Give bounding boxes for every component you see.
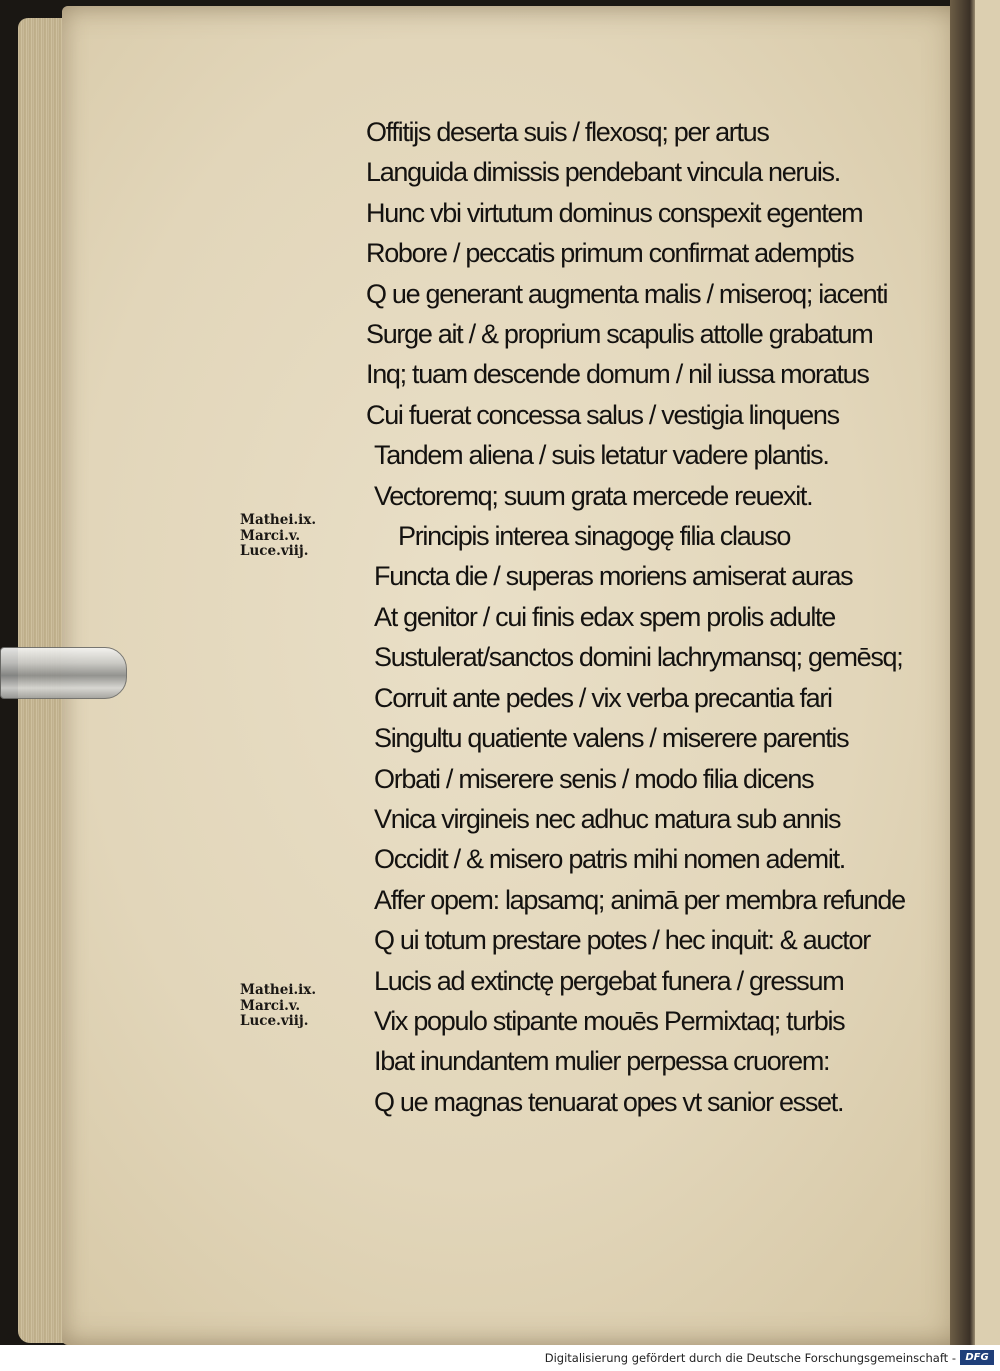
margin-note-line: Mathei.ix.	[240, 512, 317, 528]
margin-note-reference	[240, 983, 316, 1030]
verse-line: Singultu quatiente valens / miserere parentis	[374, 723, 849, 754]
facing-page-edge	[975, 0, 1000, 1345]
verse-line: Lucis ad extinctę pergebat funera / gressum	[374, 965, 844, 996]
verse-line: Cui fuerat concessa salus / vestigia linquens	[366, 399, 839, 430]
verse-line: Vix populo stipante mouēs Permixtaq; turbis	[374, 1005, 845, 1036]
verse-line: Tandem aliena / suis letatur vadere plantis.	[374, 440, 829, 471]
verse-line: Hunc vbi virtutum dominus conspexit egentem	[366, 197, 863, 228]
footer-credit: Digitalisierung gefördert durch die Deutsche Forschungsgemeinschaft -	[544, 1351, 956, 1365]
margin-note-line: Luce.viij.	[240, 1013, 309, 1029]
verse-line: Robore / peccatis primum confirmat ademptis	[366, 238, 854, 269]
verse-line: Affer opem: lapsamq; animā per membra refunde	[374, 884, 905, 915]
verse-line-paragraph-start: Principis interea sinagogę filia clauso	[398, 521, 791, 552]
margin-note-line: Marci.v.	[240, 997, 301, 1014]
verse-line: Q ue generant augmenta malis / miseroq; iacenti	[366, 278, 888, 309]
page-holder-clip	[0, 647, 127, 699]
verse-line: Ibat inundantem mulier perpessa cruorem:	[374, 1046, 830, 1077]
verse-line: Offitijs deserta suis / flexosq; per artus	[366, 117, 769, 147]
dfg-logo: DFG	[960, 1350, 994, 1365]
verse-line: Orbati / miserere senis / modo filia dicens	[374, 763, 814, 794]
margin-note-line: Mathei.ix.	[240, 982, 317, 998]
margin-note-line: Marci.v.	[240, 527, 301, 544]
verse-text-block	[366, 112, 946, 1122]
digitization-footer	[0, 1345, 1000, 1371]
verse-line: Corruit ante pedes / vix verba precantia fari	[374, 682, 832, 713]
verse-line: Vnica virgineis nec adhuc matura sub annis	[374, 803, 841, 834]
margin-note-reference	[240, 513, 316, 560]
verse-line: Sustulerat/sanctos domini lachrymansq; gemēsq;	[374, 642, 903, 673]
verse-line: Surge ait / & proprium scapulis attolle grabatum	[366, 319, 873, 350]
verse-line: At genitor / cui finis edax spem prolis adulte	[374, 601, 835, 632]
verse-line: Languida dimissis pendebant vincula neruis.	[366, 157, 840, 188]
verse-line: Inq; tuam descende domum / nil iussa moratus	[366, 359, 869, 390]
verse-line: Q ui totum prestare potes / hec inquit: & auctor	[374, 925, 870, 956]
margin-note-line: Luce.viij.	[240, 543, 309, 559]
verse-line: Vectoremq; suum grata mercede reuexit.	[374, 480, 813, 511]
verse-line: Functa die / superas moriens amiserat auras	[374, 561, 853, 592]
verse-line: Occidit / & misero patris mihi nomen ademit.	[374, 844, 845, 875]
verse-line: Q ue magnas tenuarat opes vt sanior esset.	[374, 1086, 844, 1117]
